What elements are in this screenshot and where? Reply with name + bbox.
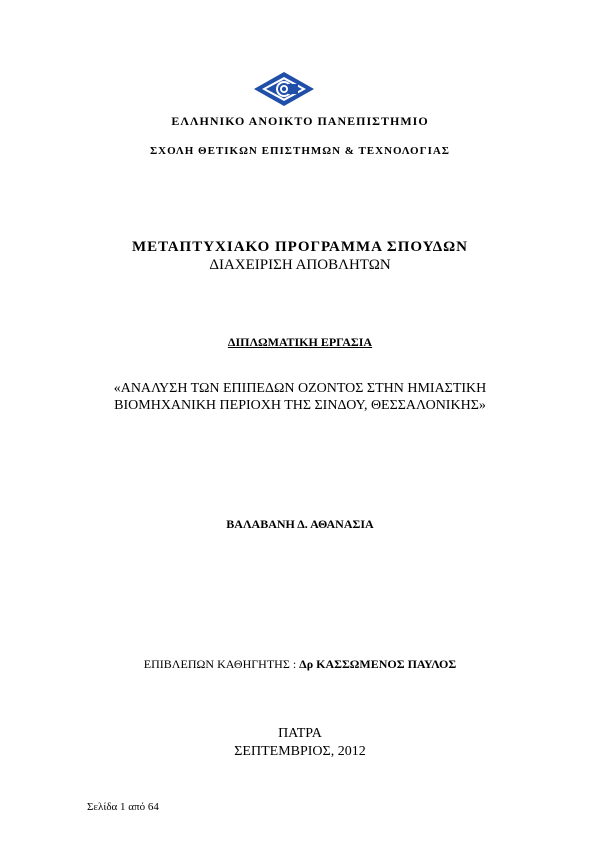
university-logo-icon	[252, 70, 316, 108]
school-name: ΣΧΟΛΗ ΘΕΤΙΚΩΝ ΕΠΙΣΤΗΜΩΝ & ΤΕΧΝΟΛΟΓΙΑΣ	[149, 145, 451, 157]
supervisor	[0, 657, 600, 672]
university-name: ΕΛΛΗΝΙΚΟ ΑΝΟΙΚΤΟ ΠΑΝΕΠΙΣΤΗΜΙΟ	[171, 114, 429, 128]
date: ΣΕΠΤΕΜΒΡΙΟΣ, 2012	[234, 744, 366, 759]
place: ΠΑΤΡΑ	[278, 726, 322, 741]
program-subtitle: ΔΙΑΧΕΙΡΙΣΗ ΑΠΟΒΛΗΤΩΝ	[209, 257, 391, 273]
thesis-type: ΔΙΠΛΩΜΑΤΙΚΗ ΕΡΓΑΣΙΑ	[227, 335, 373, 349]
program-title: ΜΕΤΑΠΤΥΧΙΑΚΟ ΠΡΟΓΡΑΜΜΑ ΣΠΟΥΔΩΝ	[132, 239, 468, 255]
author-name: ΒΑΛΑΒΑΝΗ Δ. ΑΘΑΝΑΣΙΑ	[226, 517, 374, 531]
supervisor-name: Δρ ΚΑΣΣΩΜΕΝΟΣ ΠΑΥΛΟΣ	[299, 657, 457, 671]
thesis-title-line-2: ΒΙΟΜΗΧΑΝΙΚΗ ΠΕΡΙΟΧΗ ΤΗΣ ΣΙΝΔΟΥ, ΘΕΣΣΑΛΟΝΙΚΗΣ»	[114, 398, 486, 413]
thesis-title-line-1: «ΑΝΑΛΥΣΗ ΤΩΝ ΕΠΙΠΕΔΩΝ ΟΖΟΝΤΟΣ ΣΤΗΝ ΗΜΙΑΣΤΙΚΗ	[113, 381, 487, 396]
page-number: Σελίδα 1 από 64	[87, 801, 159, 813]
supervisor-label: ΕΠΙΒΛΕΠΩΝ ΚΑΘΗΓΗΤΗΣ :	[143, 657, 300, 671]
